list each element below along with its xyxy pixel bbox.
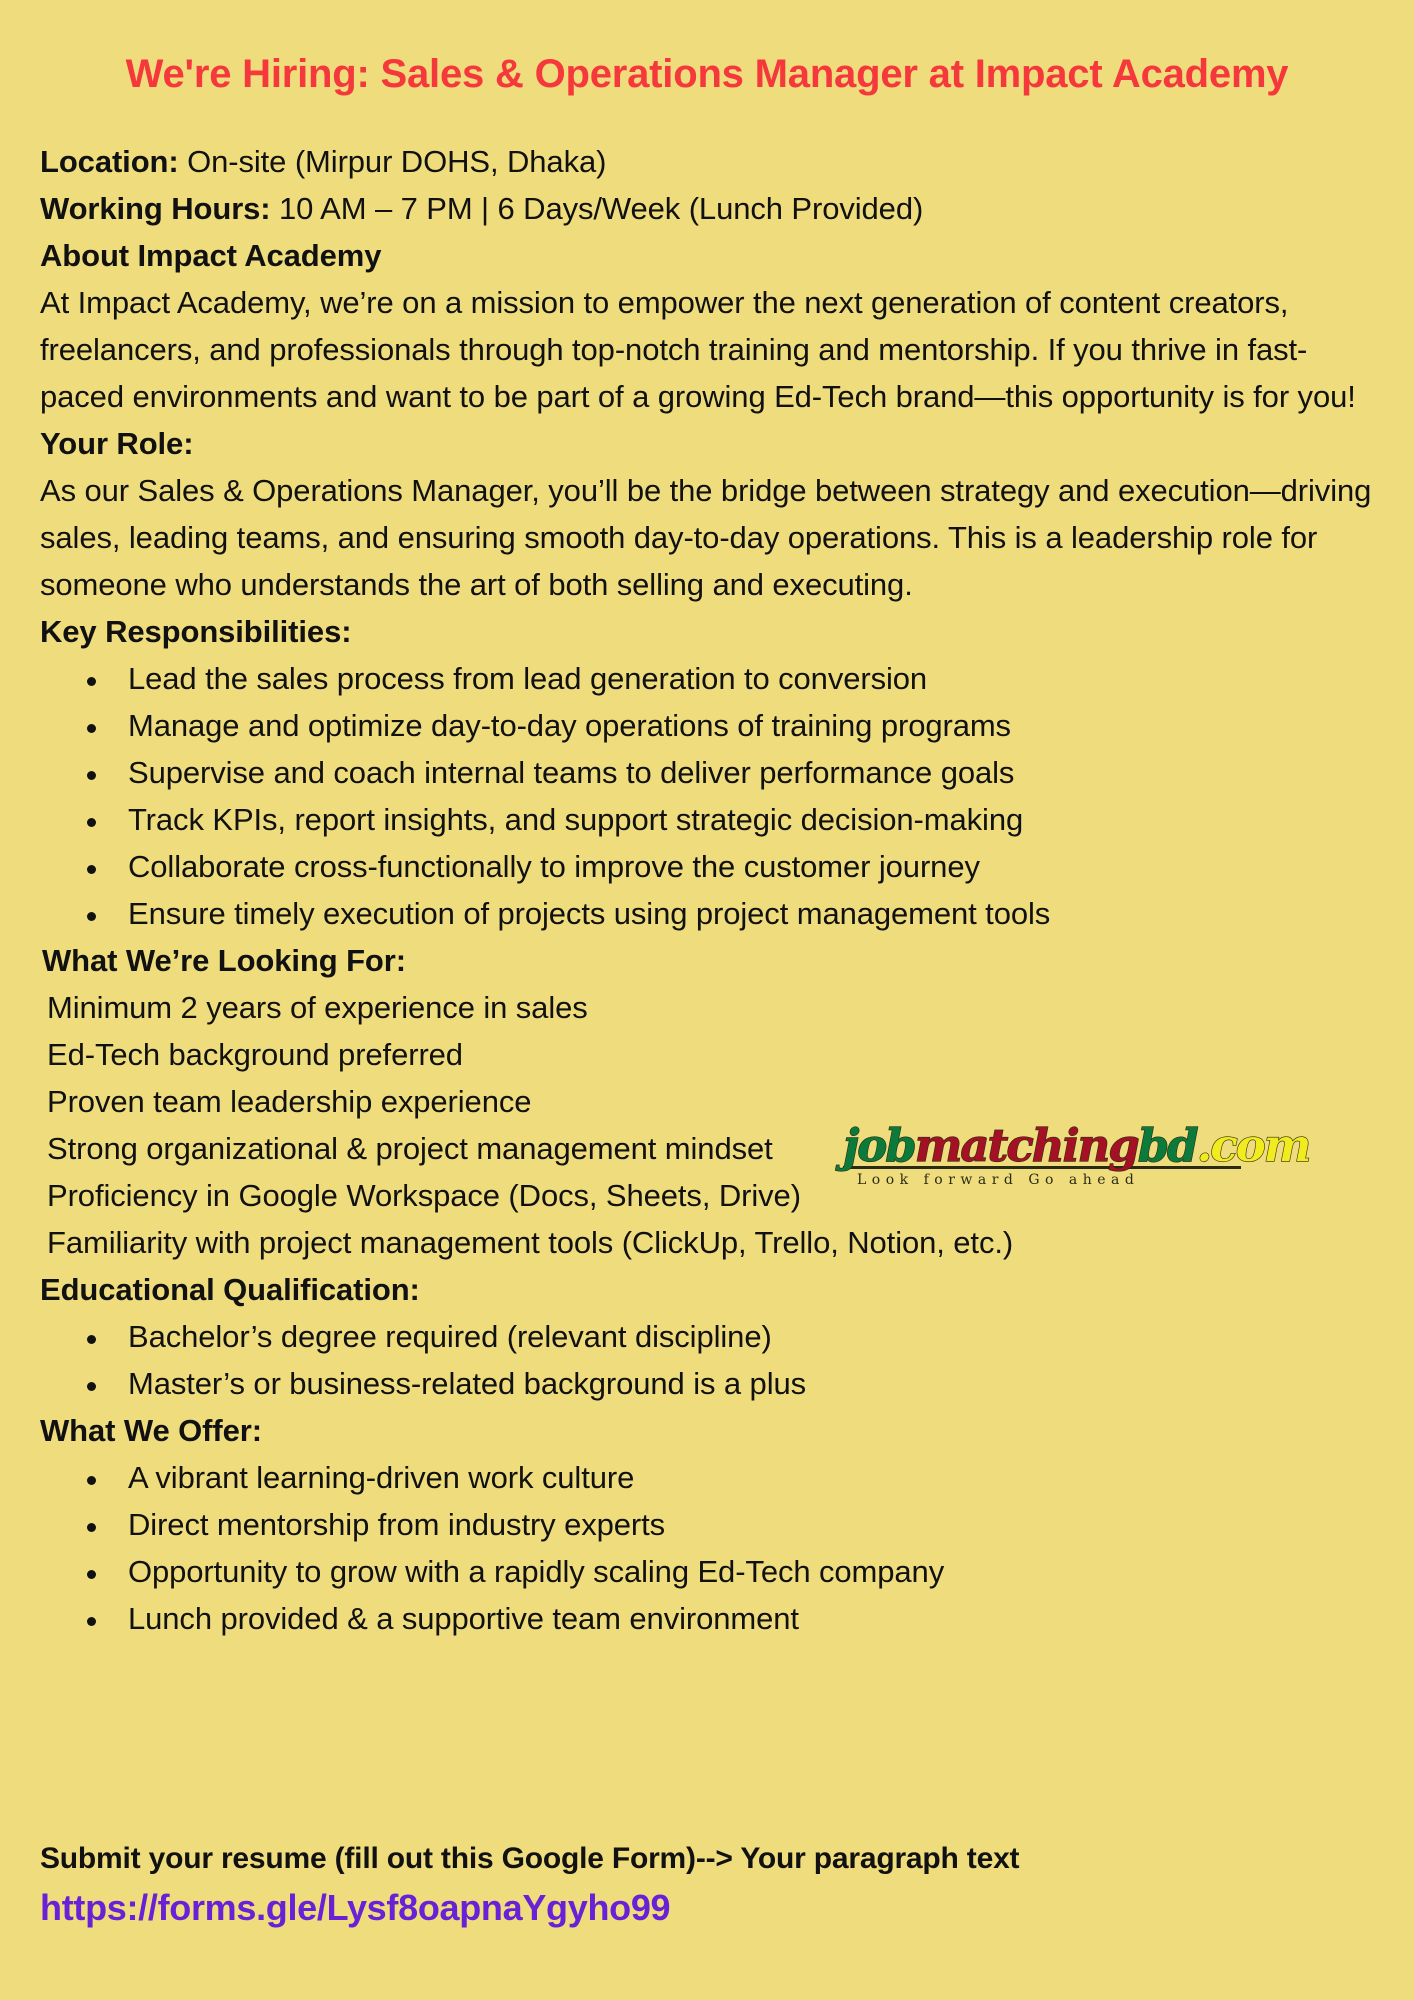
logo-text-matching: matching xyxy=(914,1119,1138,1172)
list-item: Proven team leadership experience xyxy=(47,1084,532,1119)
responsibilities-heading: Key Responsibilities: xyxy=(40,614,352,649)
submit-instruction: Submit your resume (fill out this Google Form)--> Your paragraph text xyxy=(40,1842,1020,1875)
list-item: Bachelor’s degree required (relevant discipline) xyxy=(40,1313,1374,1360)
location-line xyxy=(40,138,1374,185)
list-item: Minimum 2 years of experience in sales xyxy=(47,990,588,1025)
logo-text-job: job xyxy=(843,1119,915,1172)
location-value: On-site (Mirpur DOHS, Dhaka) xyxy=(178,144,607,179)
list-item: Supervise and coach internal teams to deliver performance goals xyxy=(40,749,1374,796)
logo-text-dot: . xyxy=(1196,1119,1211,1172)
list-item: A vibrant learning-driven work culture xyxy=(40,1454,1374,1501)
google-form-link[interactable]: https://forms.gle/Lysf8oapnaYgyho99 xyxy=(40,1887,671,1928)
list-item: Manage and optimize day-to-day operations of training programs xyxy=(40,702,1374,749)
list-item: Familiarity with project management tools (ClickUp, Trello, Notion, etc.) xyxy=(47,1225,1014,1260)
list-item: Ed-Tech background preferred xyxy=(47,1037,463,1072)
list-item: Collaborate cross-functionally to improve the customer journey xyxy=(40,843,1374,890)
education-list xyxy=(40,1313,1374,1407)
about-heading: About Impact Academy xyxy=(40,238,382,273)
page-title: We're Hiring: Sales & Operations Manager at Impact Academy xyxy=(125,52,1289,96)
list-item: Ensure timely execution of projects using project management tools xyxy=(40,890,1374,937)
list-item: Master’s or business-related background is a plus xyxy=(40,1360,1374,1407)
looking-for-heading: What We’re Looking For: xyxy=(42,943,406,978)
logo-text-bd: bd xyxy=(1137,1119,1197,1172)
working-hours-label: Working Hours: xyxy=(40,191,271,226)
list-item: Opportunity to grow with a rapidly scaling Ed-Tech company xyxy=(40,1548,1374,1595)
offer-heading: What We Offer: xyxy=(40,1413,262,1448)
footer xyxy=(40,1838,1370,1932)
list-item: Track KPIs, report insights, and support strategic decision-making xyxy=(40,796,1374,843)
role-heading: Your Role: xyxy=(40,426,194,461)
working-hours-line xyxy=(40,185,1374,232)
location-label: Location: xyxy=(40,144,179,179)
logo-tagline: Look forward Go ahead xyxy=(857,1172,1140,1188)
list-item: Proficiency in Google Workspace (Docs, Sheets, Drive) xyxy=(47,1178,801,1213)
role-paragraph: As our Sales & Operations Manager, you’ll be the bridge between strategy and execution—driving sales, leading teams, and ensuring smooth day-to-day operations. This is a leadership role for someone who understands the art of both selling and executing. xyxy=(40,473,1372,602)
about-paragraph: At Impact Academy, we’re on a mission to empower the next generation of content creators, freelancers, and professionals through top-notch training and mentorship. If you thrive in fast-paced environments and want to be part of a growing Ed-Tech brand—this opportunity is for you! xyxy=(40,285,1356,414)
working-hours-value: 10 AM – 7 PM | 6 Days/Week (Lunch Provided) xyxy=(270,191,924,226)
offer-list xyxy=(40,1454,1374,1642)
list-item: Lunch provided & a supportive team environment xyxy=(40,1595,1374,1642)
job-post-body xyxy=(40,138,1374,1642)
list-item: Lead the sales process from lead generation to conversion xyxy=(40,655,1374,702)
responsibilities-list xyxy=(40,655,1374,937)
jobmatchingbd-logo xyxy=(843,1119,1310,1188)
education-heading: Educational Qualification: xyxy=(40,1272,420,1307)
list-item: Strong organizational & project management mindset xyxy=(47,1131,773,1166)
logo-wordmark xyxy=(843,1119,1310,1172)
list-item: Direct mentorship from industry experts xyxy=(40,1501,1374,1548)
logo-text-com: com xyxy=(1210,1119,1310,1172)
